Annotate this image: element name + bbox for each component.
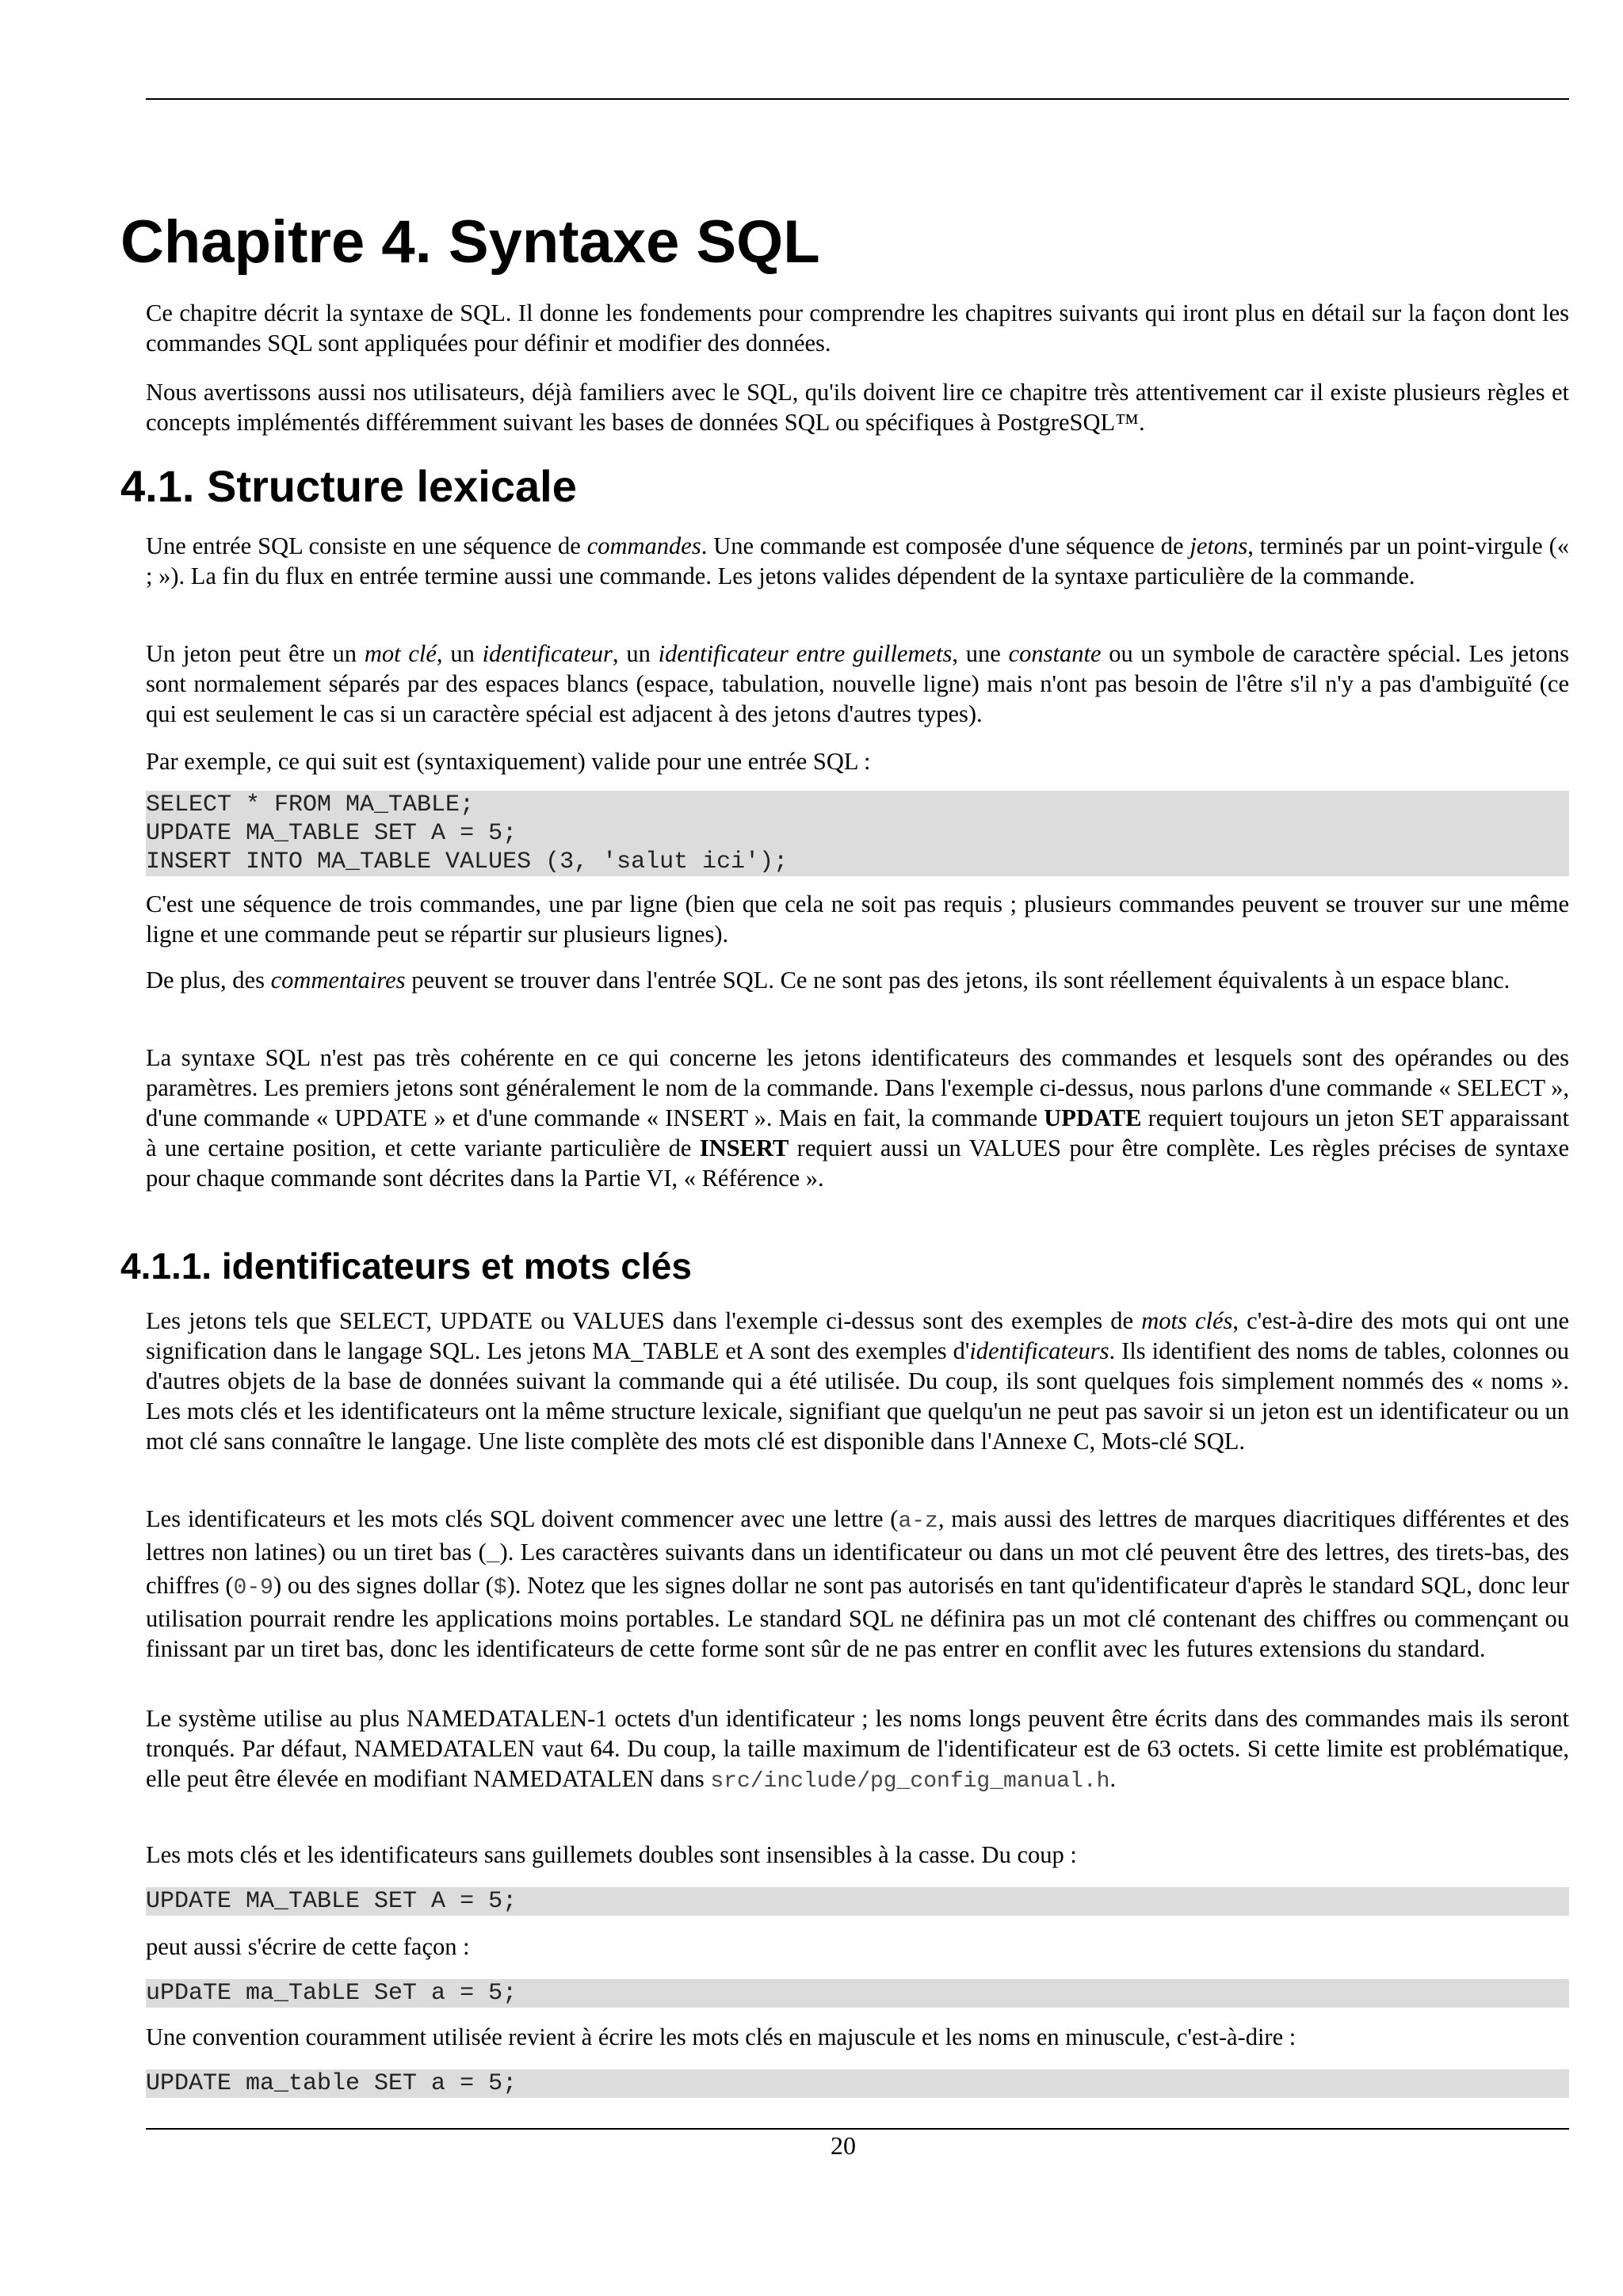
intro-paragraph-2: Nous avertissons aussi nos utilisateurs, déjà familiers avec le SQL, qu'ils doivent lire ce chapitre très attentivement car il existe plusieurs règles et concepts implémentés différemment suivant les bases de données SQL ou spécifiques à PostgreSQL™. <box>146 379 1569 436</box>
chapter-title: Chapitre 4. Syntaxe SQL <box>120 208 820 276</box>
identifiers-paragraph-1: Les jetons tels que SELECT, UPDATE ou VALUES dans l'exemple ci-dessus sont des exemples de mots clés, c'est-à-dire des mots qui ont une signification dans le langage SQL. Les jetons MA_TABLE et A sont des exemples d'identificateurs. Ils identifient des noms de tables, colonnes ou d'autres objets de la base de données suivant la commande qui a été utilisée. Du coup, ils sont quelques fois simplement nommés des « noms ». Les mots clés et les identificateurs ont la même structure lexicale, signifiant que quelqu'un ne peut pas savoir si un jeton est un identificateur ou un mot clé sans connaître le langage. Une liste complète des mots clé est disponible dans l'Annexe C, Mots-clé SQL. <box>146 1307 1570 1455</box>
code-example-1: SELECT * FROM MA_TABLE; UPDATE MA_TABLE SET A = 5; INSERT INTO MA_TABLE VALUES (3, 'salut ici'); <box>146 791 1569 876</box>
lexical-paragraph-1: Une entrée SQL consiste en une séquence de commandes. Une commande est composée d'une séquence de jetons, terminés par un point-virgule (« ; »). La fin du flux en entrée termine aussi une commande. Les jetons valides dépendent de la syntaxe particulière de la commande. <box>146 532 1569 589</box>
code-example-3: uPDaTE ma_TabLE SeT a = 5; <box>146 1979 1569 2008</box>
header-rule <box>146 98 1569 100</box>
identifiers-paragraph-2: Les identificateurs et les mots clés SQL doivent commencer avec une lettre (a-z, mais aussi des lettres de marques diacritiques différentes et des lettres non latines) ou un tiret bas (_). Les caractères suivants dans un identificateur ou dans un mot clé peuvent être des lettres, des tirets-bas, des chiffres (0-9) ou des signes dollar ($). Notez que les signes dollar ne sont pas autorisés en tant qu'identificateur d'après le standard SQL, donc leur utilisation pourrait rendre les applications moins portables. Le standard SQL ne définira pas un mot clé contenant des chiffres ou commençant ou finissant par un tiret bas, donc les identificateurs de cette forme sont sûr de ne pas entrer en conflit avec les futures extensions du standard. <box>146 1505 1569 1662</box>
lexical-paragraph-3: Par exemple, ce qui suit est (syntaxiquement) valide pour une entrée SQL : <box>146 748 871 775</box>
code-example-2: UPDATE MA_TABLE SET A = 5; <box>146 1887 1569 1916</box>
identifiers-paragraph-5: peut aussi s'écrire de cette façon : <box>146 1933 470 1960</box>
identifiers-paragraph-3: Le système utilise au plus NAMEDATALEN-1 octets d'un identificateur ; les noms longs peuvent être écrits dans des commandes mais ils seront tronqués. Par défaut, NAMEDATALEN vaut 64. Du coup, la taille maximum de l'identificateur est de 63 octets. Si cette limite est problématique, elle peut être élevée en modifiant NAMEDATALEN dans src/include/pg_config_manual.h. <box>146 1705 1569 1794</box>
lexical-paragraph-4: C'est une séquence de trois commandes, une par ligne (bien que cela ne soit pas requis ; plusieurs commandes peuvent se trouver sur une même ligne et une commande peut se répartir sur plusieurs lignes). <box>146 891 1569 948</box>
intro-paragraph-1: Ce chapitre décrit la syntaxe de SQL. Il donne les fondements pour comprendre les chapitres suivants qui iront plus en détail sur la façon dont les commandes SQL sont appliquées pour définir et modifier des données. <box>146 299 1569 357</box>
lexical-paragraph-5: De plus, des commentaires peuvent se trouver dans l'entrée SQL. Ce ne sont pas des jetons, ils sont réellement équivalents à un espace blanc. <box>146 967 1510 994</box>
lexical-paragraph-2: Un jeton peut être un mot clé, un identificateur, un identificateur entre guillemets, une constante ou un symbole de caractère spécial. Les jetons sont normalement séparés par des espaces blancs (espace, tabulation, nouvelle ligne) mais n'ont pas besoin de l'être s'il n'y a pas d'ambiguïté (ce qui est seulement le cas si un caractère spécial est adjacent à des jetons d'autres types). <box>146 640 1570 727</box>
code-example-4: UPDATE ma_table SET a = 5; <box>146 2069 1569 2098</box>
page-number: 20 <box>831 2131 856 2160</box>
footer-rule <box>146 2128 1569 2130</box>
identifiers-paragraph-4: Les mots clés et les identificateurs sans guillemets doubles sont insensibles à la casse. Du coup : <box>146 1841 1077 1868</box>
lexical-paragraph-6: La syntaxe SQL n'est pas très cohérente en ce qui concerne les jetons identificateurs des commandes et lesquels sont des opérandes ou des paramètres. Les premiers jetons sont généralement le nom de la commande. Dans l'exemple ci-dessus, nous parlons d'une commande « SELECT », d'une commande « UPDATE » et d'une commande « INSERT ». Mais en fait, la commande UPDATE requiert toujours un jeton SET apparaissant à une certaine position, et cette variante particulière de INSERT requiert aussi un VALUES pour être complète. Les règles précises de syntaxe pour chaque commande sont décrites dans la Partie VI, « Référence ». <box>146 1044 1569 1192</box>
identifiers-paragraph-6: Une convention couramment utilisée revient à écrire les mots clés en majuscule et les noms en minuscule, c'est-à-dire : <box>146 2023 1296 2050</box>
section-title-4-1: 4.1. Structure lexicale <box>120 461 577 511</box>
section-title-4-1-1: 4.1.1. identificateurs et mots clés <box>120 1245 692 1287</box>
